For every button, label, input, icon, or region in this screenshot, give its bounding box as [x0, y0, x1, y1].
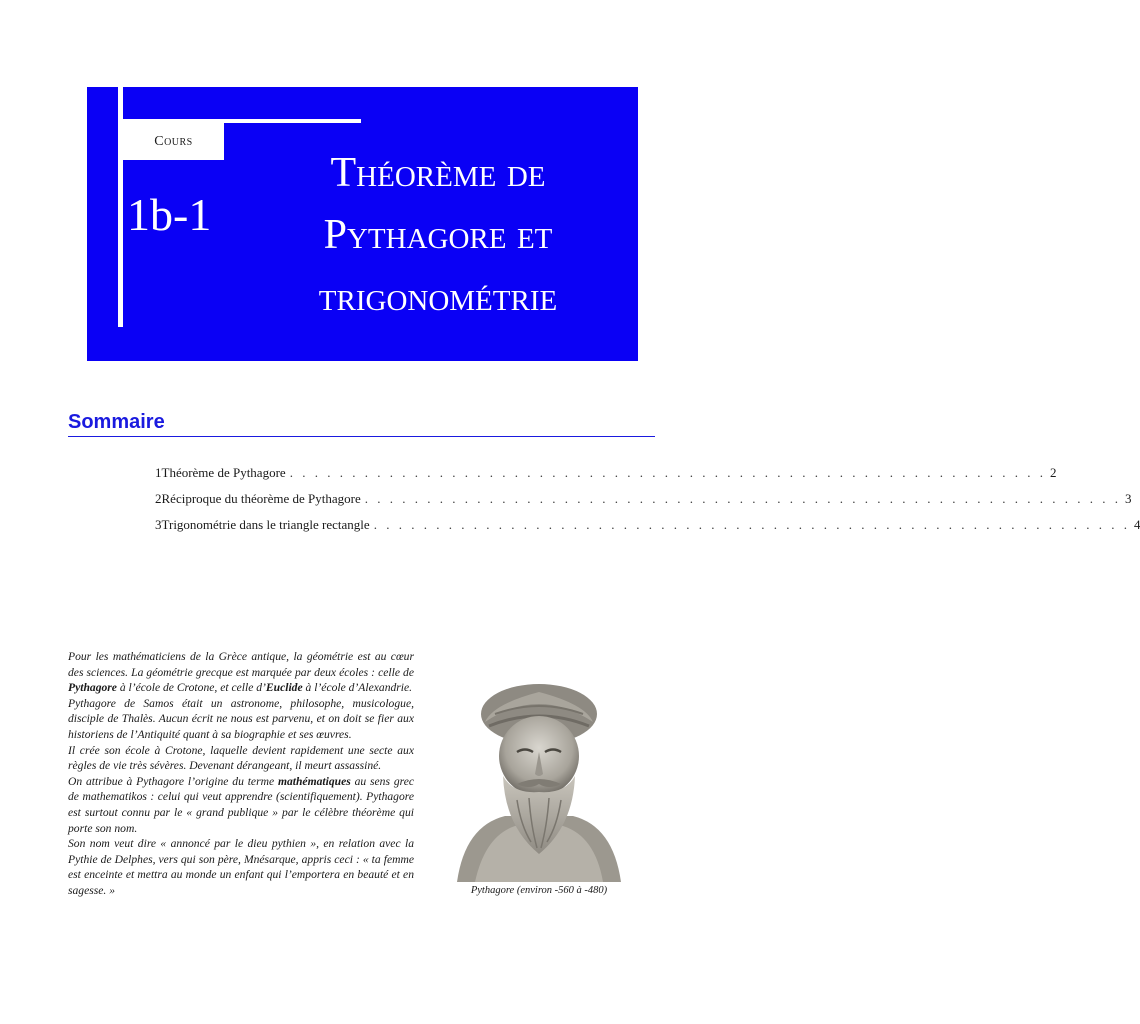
- sommaire-heading: Sommaire: [68, 411, 655, 437]
- toc-entry-number: 2: [155, 491, 162, 506]
- toc-entry-page: 4: [1133, 517, 1140, 532]
- intro-text: [68, 649, 414, 899]
- toc-entry-number: 1: [155, 465, 162, 480]
- toc-entry[interactable]: [155, 491, 1132, 517]
- toc-leader-dots: . . . . . . . . . . . . . . . . . . . . . . . . . . . . . . . . . . . . . . . . . . . . . . . . . . . . . . . . . . . . .: [364, 491, 1122, 506]
- toc-leader-dots: . . . . . . . . . . . . . . . . . . . . . . . . . . . . . . . . . . . . . . . . . . . . . . . . . . . . . . . . . . . . .: [373, 517, 1130, 532]
- toc-entry-label: Réciproque du théorème de Pythagore: [161, 491, 361, 506]
- toc-entry-label: Théorème de Pythagore: [161, 465, 286, 480]
- toc-entry-label: Trigonométrie dans le triangle rectangle: [161, 517, 370, 532]
- toc-entry-page: 2: [1049, 465, 1057, 480]
- toc-entry[interactable]: [155, 465, 1057, 491]
- intro-paragraph: Pour les mathématiciens de la Grèce antique, la géométrie est au cœur des sciences. La géométrie grecque est marquée par deux écoles : celle de Pythagore à l’école de Crotone, et celle d’Euclide à l’école d’Alexandrie.: [68, 650, 414, 695]
- chapter-number: 1b-1: [127, 189, 212, 240]
- title-line: Théorème de: [330, 150, 546, 196]
- intro-paragraph: Son nom veut dire « annoncé par le dieu pythien », en relation avec la Pythie de Delphes, vers qui son père, Mnésarque, appris ceci : « ta femme est enceinte et mettra au monde un enfant qui l’emportera en beauté et en sagesse. »: [68, 837, 414, 897]
- page-title: [243, 142, 633, 328]
- pythagoras-bust-image: [455, 676, 623, 882]
- toc-entry[interactable]: [155, 517, 1140, 543]
- bust-illustration: [455, 676, 623, 882]
- toc-entry-number: 3: [155, 517, 162, 532]
- title-line: trigonométrie: [318, 274, 558, 320]
- toc-entry-page: 3: [1125, 491, 1132, 506]
- toc-leader-dots: . . . . . . . . . . . . . . . . . . . . . . . . . . . . . . . . . . . . . . . . . . . . . . . . . . . . . . . . . . . . .: [289, 465, 1046, 480]
- title-line: Pythagore et: [323, 212, 553, 258]
- title-block: [87, 87, 638, 361]
- intro-paragraph: Il crée son école à Crotone, laquelle devient rapidement une secte aux règles de vie très sévères. Devenant dérangeant, il meurt assassiné.: [68, 743, 414, 773]
- cours-label-box: [123, 123, 224, 160]
- table-of-contents: [155, 465, 1140, 543]
- figure-caption: Pythagore (environ -560 à -480): [470, 885, 608, 896]
- intro-paragraph: Pythagore de Samos était un astronome, philosophe, musicologue, disciple de Thalès. Aucun écrit ne nous est parvenu, et on doit se fier aux historiens de l’Antiquité quant à sa biographie et ses œuvres.: [68, 696, 414, 741]
- cours-label: Cours: [154, 133, 193, 149]
- intro-paragraph: On attribue à Pythagore l’origine du terme mathématiques au sens grec de mathematikos : celui qui veut apprendre (scientifiquement). Pythagore est surtout connu par le « grand publique » par le célèbre théorème qui porte son nom.: [68, 774, 414, 835]
